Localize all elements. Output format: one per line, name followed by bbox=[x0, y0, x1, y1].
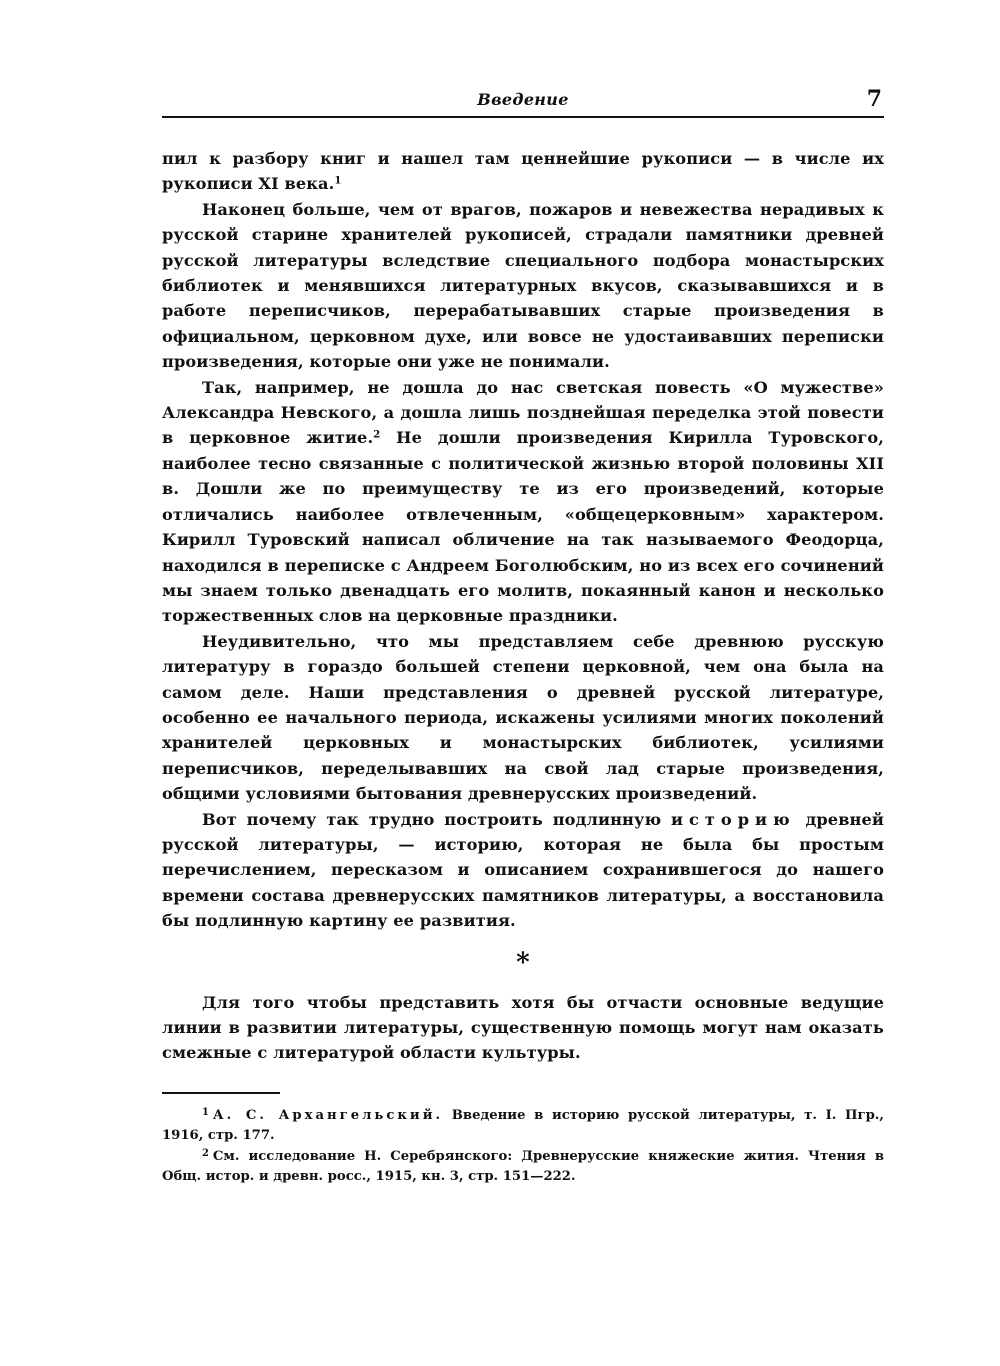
paragraph bbox=[162, 146, 884, 197]
paragraph-text: Вот почему так трудно построить подлинную bbox=[202, 809, 671, 829]
running-title: Введение bbox=[477, 90, 569, 109]
footnote-marker: 2 bbox=[202, 1148, 209, 1160]
main-text bbox=[162, 146, 884, 1066]
emphasized-word: историю bbox=[671, 809, 796, 829]
paragraph-text: Для того чтобы представить хотя бы отчасти основные ведущие линии в развитии литературы, существенную помощь могут нам оказать смежные с литературой области культуры. bbox=[162, 992, 884, 1063]
paragraph bbox=[162, 197, 884, 375]
footnote-text: Введение в историю русской литературы, т. I. Пгр., 1916, стр. 177. bbox=[162, 1107, 884, 1144]
footnote-marker: 1 bbox=[202, 1107, 209, 1119]
footnote-divider bbox=[162, 1092, 280, 1094]
paragraph bbox=[162, 629, 884, 807]
paragraph bbox=[162, 375, 884, 629]
section-two bbox=[162, 990, 884, 1066]
footnotes bbox=[162, 1106, 884, 1188]
running-head bbox=[162, 86, 884, 118]
footnote-ref: 1 bbox=[334, 175, 342, 187]
footnote bbox=[162, 1106, 884, 1147]
paragraph-text: Неудивительно, что мы представляем себе древнюю русскую литературу в гораздо большей степени церковной, чем она была на самом деле. Наши представления о древней русской литературе, особенно ее начального периода, искажены усилиями многих поколений хранителей церковных и монастырских библиотек, усилиями переписчиков, переделывавших на свой лад старые произведения, общими условиями бытования древнерусских произведений. bbox=[162, 631, 884, 804]
paragraph-text: Не дошли произведения Кирилла Туровского, наиболее тесно связанные с политической жизнью второй половины XII в. Дошли же по преимуществу те из его произведений, которые отличались наиболее отвлеченным, «общецерковным» характером. Кирилл Туровский написал обличение на так называемого Феодорца, находился в переписке с Андреем Боголюбским, но из всех его сочинений мы знаем только двенадцать его молитв, покаянный канон и несколько торжественных слов на церковные праздники. bbox=[162, 428, 884, 626]
footnote-ref: 2 bbox=[373, 429, 381, 441]
paragraph-text: древней русской литературы, — историю, которая не была бы простым перечислением, пересказом и описанием сохранившегося до нашего времени состава древнерусских памятников литературы, а восстановила бы подлинную картину ее развития. bbox=[162, 809, 884, 931]
paragraph-text: Наконец больше, чем от врагов, пожаров и невежества нерадивых к русской старине хранителей рукописей, страдали памятники древней русской литературы вследствие специального подбора монастырских библиотек и менявшихся литературных вкусов, сказывавшихся и в работе переписчиков, перерабатывавших старые произведения в официальном, церковном духе, или вовсе не удостаивавших переписки произведения, которые они уже не понимали. bbox=[162, 199, 884, 372]
footnote-author: А. С. Архангельский. bbox=[212, 1107, 444, 1123]
book-page bbox=[162, 86, 884, 1286]
section-separator: * bbox=[516, 947, 530, 978]
page-number: 7 bbox=[866, 86, 882, 112]
paragraph-text: пил к разбору книг и нашел там ценнейшие рукописи — в числе их рукописи XI века. bbox=[162, 149, 884, 194]
paragraph bbox=[162, 990, 884, 1066]
paragraph bbox=[162, 807, 884, 934]
footnote-text: См. исследование Н. Серебрянского: Древнерусские княжеские жития. Чтения в Общ. истор. и древн. росс., 1915, кн. 3, стр. 151—222. bbox=[162, 1148, 884, 1185]
paragraph-text: Так, например, не дошла до нас светская повесть «О мужестве» Александра Невского, а дошла лишь позднейшая переделка этой повести в церковное житие. bbox=[162, 377, 884, 448]
footnote bbox=[162, 1147, 884, 1188]
